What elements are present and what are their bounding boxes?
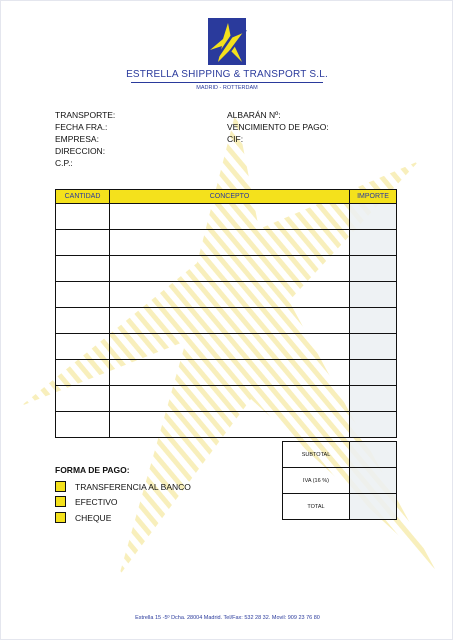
cantidad-cell[interactable] [56, 360, 110, 386]
concepto-cell[interactable] [110, 230, 350, 256]
table-row [56, 282, 397, 308]
column-header-importe: IMPORTE [350, 190, 397, 204]
header-fields-right [227, 109, 329, 145]
header-fields-left [55, 109, 115, 169]
total-label: TOTAL [283, 494, 350, 520]
footer-address: Estrella 15 -5º Dcha. 28004 Madrid. Tel/Fax: 532 28 32. Movil: 909 23 76 80 [135, 615, 320, 621]
table-row [56, 412, 397, 438]
transferencia-checkbox[interactable] [55, 481, 66, 492]
cantidad-cell[interactable] [56, 204, 110, 230]
totals-table [282, 441, 397, 520]
field-cp: C.P.: [55, 158, 73, 168]
efectivo-checkbox[interactable] [55, 496, 66, 507]
star-logo-icon [206, 18, 248, 65]
field-transporte: TRANSPORTE: [55, 110, 116, 120]
cantidad-cell[interactable] [56, 308, 110, 334]
payment-method-title: FORMA DE PAGO: [55, 465, 130, 475]
concepto-cell[interactable] [110, 308, 350, 334]
importe-cell[interactable] [350, 256, 397, 282]
subtotal-value[interactable] [350, 442, 397, 468]
iva-row [283, 468, 397, 494]
company-cities: MADRID - ROTTERDAM [196, 85, 258, 91]
cantidad-cell[interactable] [56, 334, 110, 360]
field-fecha-fra: FECHA FRA.: [55, 122, 108, 132]
efectivo-label: EFECTIVO [75, 496, 118, 507]
cantidad-cell[interactable] [56, 256, 110, 282]
cantidad-cell[interactable] [56, 230, 110, 256]
header-rule [131, 82, 323, 83]
column-header-cantidad: CANTIDAD [56, 190, 110, 204]
payment-option-cheque[interactable] [55, 512, 111, 523]
cantidad-cell[interactable] [56, 386, 110, 412]
concepto-cell[interactable] [110, 256, 350, 282]
subtotal-row [283, 442, 397, 468]
importe-cell[interactable] [350, 204, 397, 230]
importe-cell[interactable] [350, 334, 397, 360]
importe-cell[interactable] [350, 308, 397, 334]
subtotal-label: SUBTOTAL [283, 442, 350, 468]
table-row [56, 204, 397, 230]
items-header-row [56, 190, 397, 204]
importe-cell[interactable] [350, 282, 397, 308]
field-empresa: EMPRESA: [55, 134, 99, 144]
table-row [56, 256, 397, 282]
company-name: ESTRELLA SHIPPING & TRANSPORT S.L. [126, 69, 328, 80]
cantidad-cell[interactable] [56, 282, 110, 308]
concepto-cell[interactable] [110, 412, 350, 438]
importe-cell[interactable] [350, 360, 397, 386]
payment-option-transferencia[interactable] [55, 481, 191, 492]
concepto-cell[interactable] [110, 360, 350, 386]
field-albaran: ALBARÁN Nº: [227, 110, 281, 120]
column-header-concepto: CONCEPTO [110, 190, 350, 204]
concepto-cell[interactable] [110, 334, 350, 360]
table-row [56, 360, 397, 386]
concepto-cell[interactable] [110, 386, 350, 412]
importe-cell[interactable] [350, 386, 397, 412]
table-row [56, 308, 397, 334]
payment-option-efectivo[interactable] [55, 496, 118, 507]
importe-cell[interactable] [350, 412, 397, 438]
field-vencimiento: VENCIMIENTO DE PAGO: [227, 122, 329, 132]
iva-value[interactable] [350, 468, 397, 494]
cheque-label: CHEQUE [75, 512, 112, 523]
total-value[interactable] [350, 494, 397, 520]
importe-cell[interactable] [350, 230, 397, 256]
iva-label: IVA (16 %) [283, 468, 350, 494]
concepto-cell[interactable] [110, 204, 350, 230]
field-direccion: DIRECCION: [55, 146, 106, 156]
cheque-checkbox[interactable] [55, 512, 66, 523]
field-cif: CIF: [227, 134, 244, 144]
cantidad-cell[interactable] [56, 412, 110, 438]
transferencia-label: TRANSFERENCIA AL BANCO [75, 481, 191, 492]
concepto-cell[interactable] [110, 282, 350, 308]
table-row [56, 230, 397, 256]
total-row [283, 494, 397, 520]
items-table [55, 189, 397, 438]
table-row [56, 334, 397, 360]
table-row [56, 386, 397, 412]
